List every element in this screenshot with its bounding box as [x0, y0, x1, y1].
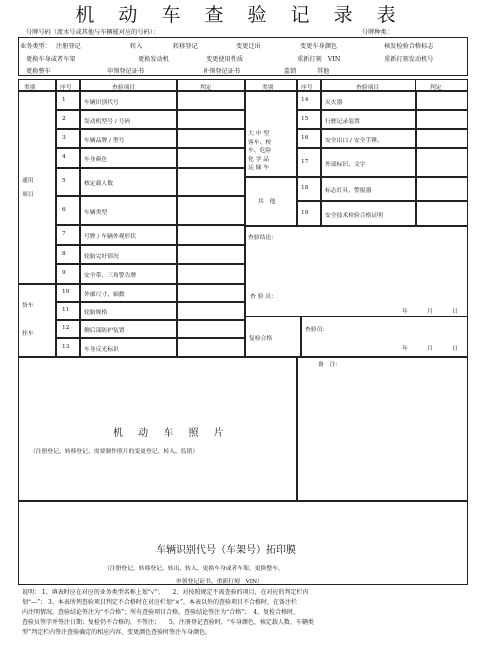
col-category-2: 类别: [262, 85, 274, 91]
rubbing-note-2: 申领登记证书、重新打刻 VIN）: [176, 579, 263, 585]
left-row-item: 外廓尺寸、轴数: [84, 292, 125, 298]
left-row-judge-cell[interactable]: [177, 91, 245, 110]
business-option[interactable]: 转移登记: [173, 43, 198, 50]
right-row-item: 灭火器: [325, 99, 343, 106]
category-general: 通用 项目: [22, 178, 34, 198]
left-row-judge-cell[interactable]: [177, 302, 245, 320]
col-item: 查验项目: [112, 85, 136, 91]
left-row-item: 号牌 / 车辆外观形状: [84, 234, 137, 240]
col-seq: 序号: [60, 85, 72, 91]
remarks-label: 备 注：: [318, 362, 342, 368]
left-row-judge-cell[interactable]: [177, 264, 245, 284]
photo-note: （注册登记、转移登记、需要制作照片的变更登记、转入、监销）: [30, 449, 199, 455]
business-option[interactable]: 转入: [130, 43, 143, 50]
left-row-judge-cell[interactable]: [177, 148, 245, 168]
date-day: 日: [452, 309, 458, 315]
left-row-judge-cell[interactable]: [177, 110, 245, 129]
left-row-number: 8: [62, 250, 66, 257]
plate-number-label: 号牌号码（流水号或其他与车辆能对应的号码）：: [26, 29, 160, 36]
left-row-number: 4: [62, 154, 66, 160]
left-row-seq-cell: [56, 196, 80, 225]
business-type-label: 业务类型：: [20, 43, 51, 50]
photo-title: 机 动 车 照 片: [113, 428, 230, 439]
business-option[interactable]: 更换发动机: [138, 56, 169, 63]
left-row-item: 核定载人数: [84, 181, 113, 187]
category-bus: 大 中 型 客车、校 车、危险 化 学 品 运 输 车: [248, 131, 272, 171]
business-option[interactable]: 监销: [284, 68, 297, 75]
left-row-judge-cell[interactable]: [177, 338, 245, 357]
left-row-number: 9: [62, 270, 66, 276]
date-month: 月: [427, 309, 433, 315]
left-row-number: 12: [62, 325, 70, 331]
left-row-item: 轮胎完好情况: [84, 253, 119, 260]
right-row-item: 行驶记录装置: [325, 118, 360, 125]
right-row-judge-cell[interactable]: [416, 201, 468, 226]
left-row-number: 5: [62, 178, 66, 184]
left-row-item: 车身反光标识: [84, 346, 119, 353]
left-row-seq-cell: [56, 110, 80, 129]
business-option[interactable]: 申领登记证书: [107, 68, 145, 75]
inspector2-label: 查验员：: [305, 327, 329, 333]
left-row-number: 3: [62, 134, 66, 141]
left-row-item: 安全带、三角警告牌: [84, 273, 137, 279]
left-row-judge-cell[interactable]: [177, 129, 245, 148]
right-row-item: 安全技术检验合格证明: [325, 212, 383, 219]
left-row-item: 发动机型号 / 号码: [84, 118, 131, 125]
col-judge: 判定: [200, 85, 212, 91]
left-row-judge-cell[interactable]: [177, 320, 245, 338]
left-row-item: 车身颜色: [84, 157, 108, 163]
business-option[interactable]: 注册登记: [56, 43, 81, 50]
business-option[interactable]: 重新打刻 VIN: [297, 56, 341, 63]
business-option[interactable]: 变更使用性质: [206, 56, 244, 63]
left-row-number: 7: [62, 231, 66, 237]
right-row-judge-cell[interactable]: [416, 177, 468, 201]
right-row-judge-cell[interactable]: [416, 91, 468, 110]
remarks-area[interactable]: [297, 357, 468, 501]
left-row-number: 2: [62, 115, 66, 122]
left-row-seq-cell: [56, 168, 80, 196]
inspector-label: 查 验 员：: [250, 294, 277, 300]
page-title: 机 动 车 查 验 记 录 表: [75, 4, 405, 26]
plate-type-label: 号牌种类：: [362, 29, 393, 36]
left-row-seq-cell: [56, 245, 80, 264]
date2-day: 日: [452, 346, 458, 352]
business-option[interactable]: 补领登记证书: [203, 68, 241, 75]
business-option[interactable]: 核发检验合格标志: [384, 43, 434, 50]
left-row-number: 10: [62, 289, 70, 295]
right-row-item: 标志灯具、警报器: [325, 188, 372, 194]
business-option[interactable]: 重新打刻发动机号: [384, 56, 434, 63]
left-row-number: 1: [62, 96, 66, 103]
left-row-seq-cell: [56, 225, 80, 245]
right-row-number: 19: [301, 209, 309, 216]
col-item-2: 查验项目: [356, 85, 380, 91]
business-option[interactable]: 其他: [317, 68, 330, 75]
right-row-judge-cell[interactable]: [416, 129, 468, 148]
date-year: 年: [402, 309, 408, 315]
col-category: 类别: [24, 85, 36, 91]
rubbing-title: 车辆识别代号（车架号）拓印膜: [156, 545, 296, 556]
business-option[interactable]: 更换整车: [26, 68, 51, 75]
col-seq-2: 序号: [301, 85, 313, 91]
right-row-item: 外部标识、文字: [325, 161, 366, 168]
right-row-judge-cell[interactable]: [416, 110, 468, 129]
right-row-number: 17: [301, 158, 309, 165]
right-row-number: 16: [301, 134, 309, 141]
conclusion-label: 查验结论：: [248, 235, 277, 241]
right-row-item: 安全出口 / 安全手锤、: [325, 137, 383, 144]
left-row-judge-cell[interactable]: [177, 225, 245, 245]
business-option[interactable]: 更换车身或者车架: [26, 56, 76, 63]
right-row-judge-cell[interactable]: [416, 148, 468, 177]
review-label: 复检合格: [249, 336, 273, 342]
footer-line-3: 内注明情况，查验结论签注为“不合格”；所有查验项目合格，查验结论签注为“合格”； 4、复检合格时，: [22, 609, 300, 616]
left-row-judge-cell[interactable]: [177, 284, 245, 302]
left-row-number: 13: [62, 343, 70, 350]
footer-line-5: 型”判定栏内签注查验确定的相应内容，变更颜色查验时签注车身颜色。: [22, 629, 212, 636]
footer-line-4: 查验员签字并签注日期；复检仍不合格的，不签注； 5、注册登记查验时，“车身颜色、核定载人数、车辆类: [22, 619, 314, 626]
left-row-judge-cell[interactable]: [177, 245, 245, 264]
right-row-number: 14: [301, 96, 309, 103]
left-row-item: 车辆识别代号: [84, 99, 119, 106]
right-row-number: 18: [301, 185, 309, 191]
left-row-item: 侧后部防护装置: [84, 328, 125, 334]
left-row-seq-cell: [56, 148, 80, 168]
category-other: 其 他: [258, 199, 276, 205]
col-judge-2: 判定: [430, 85, 442, 91]
left-row-item: 车辆类型: [84, 209, 108, 216]
footer-line-2: 划“—”； 3、本表所列查验项目判定不合格时在对应栏划“×”，本表以外的查验项目不合格时，在备注栏: [22, 599, 298, 606]
left-row-item: 轮胎规格: [84, 310, 108, 316]
left-row-judge-cell[interactable]: [177, 168, 245, 196]
right-row-number: 15: [301, 115, 309, 122]
left-row-number: 6: [62, 206, 66, 213]
left-row-seq-cell: [56, 129, 80, 148]
left-row-number: 11: [62, 307, 70, 313]
left-row-seq-cell: [56, 91, 80, 110]
footer-line-1: 说明： 1、填表时应在对应的业务类型名称上划“√”； 2、对按照规定不需查验的项目，在对应的判定栏内: [22, 589, 309, 596]
date2-year: 年: [402, 346, 408, 352]
review-sign-cell: [301, 316, 468, 357]
rubbing-note-1: （注册登记、转移登记、转出、转入、更换车身或者车架、更换整车、: [104, 566, 284, 572]
business-option[interactable]: 变更迁出: [236, 43, 261, 50]
business-option[interactable]: 变更车身颜色: [300, 43, 338, 50]
date2-month: 月: [427, 346, 433, 352]
left-row-judge-cell[interactable]: [177, 196, 245, 225]
left-row-seq-cell: [56, 264, 80, 284]
left-row-item: 车辆品牌 / 型号: [84, 137, 125, 144]
category-truck: 货车 挂车: [22, 303, 34, 337]
